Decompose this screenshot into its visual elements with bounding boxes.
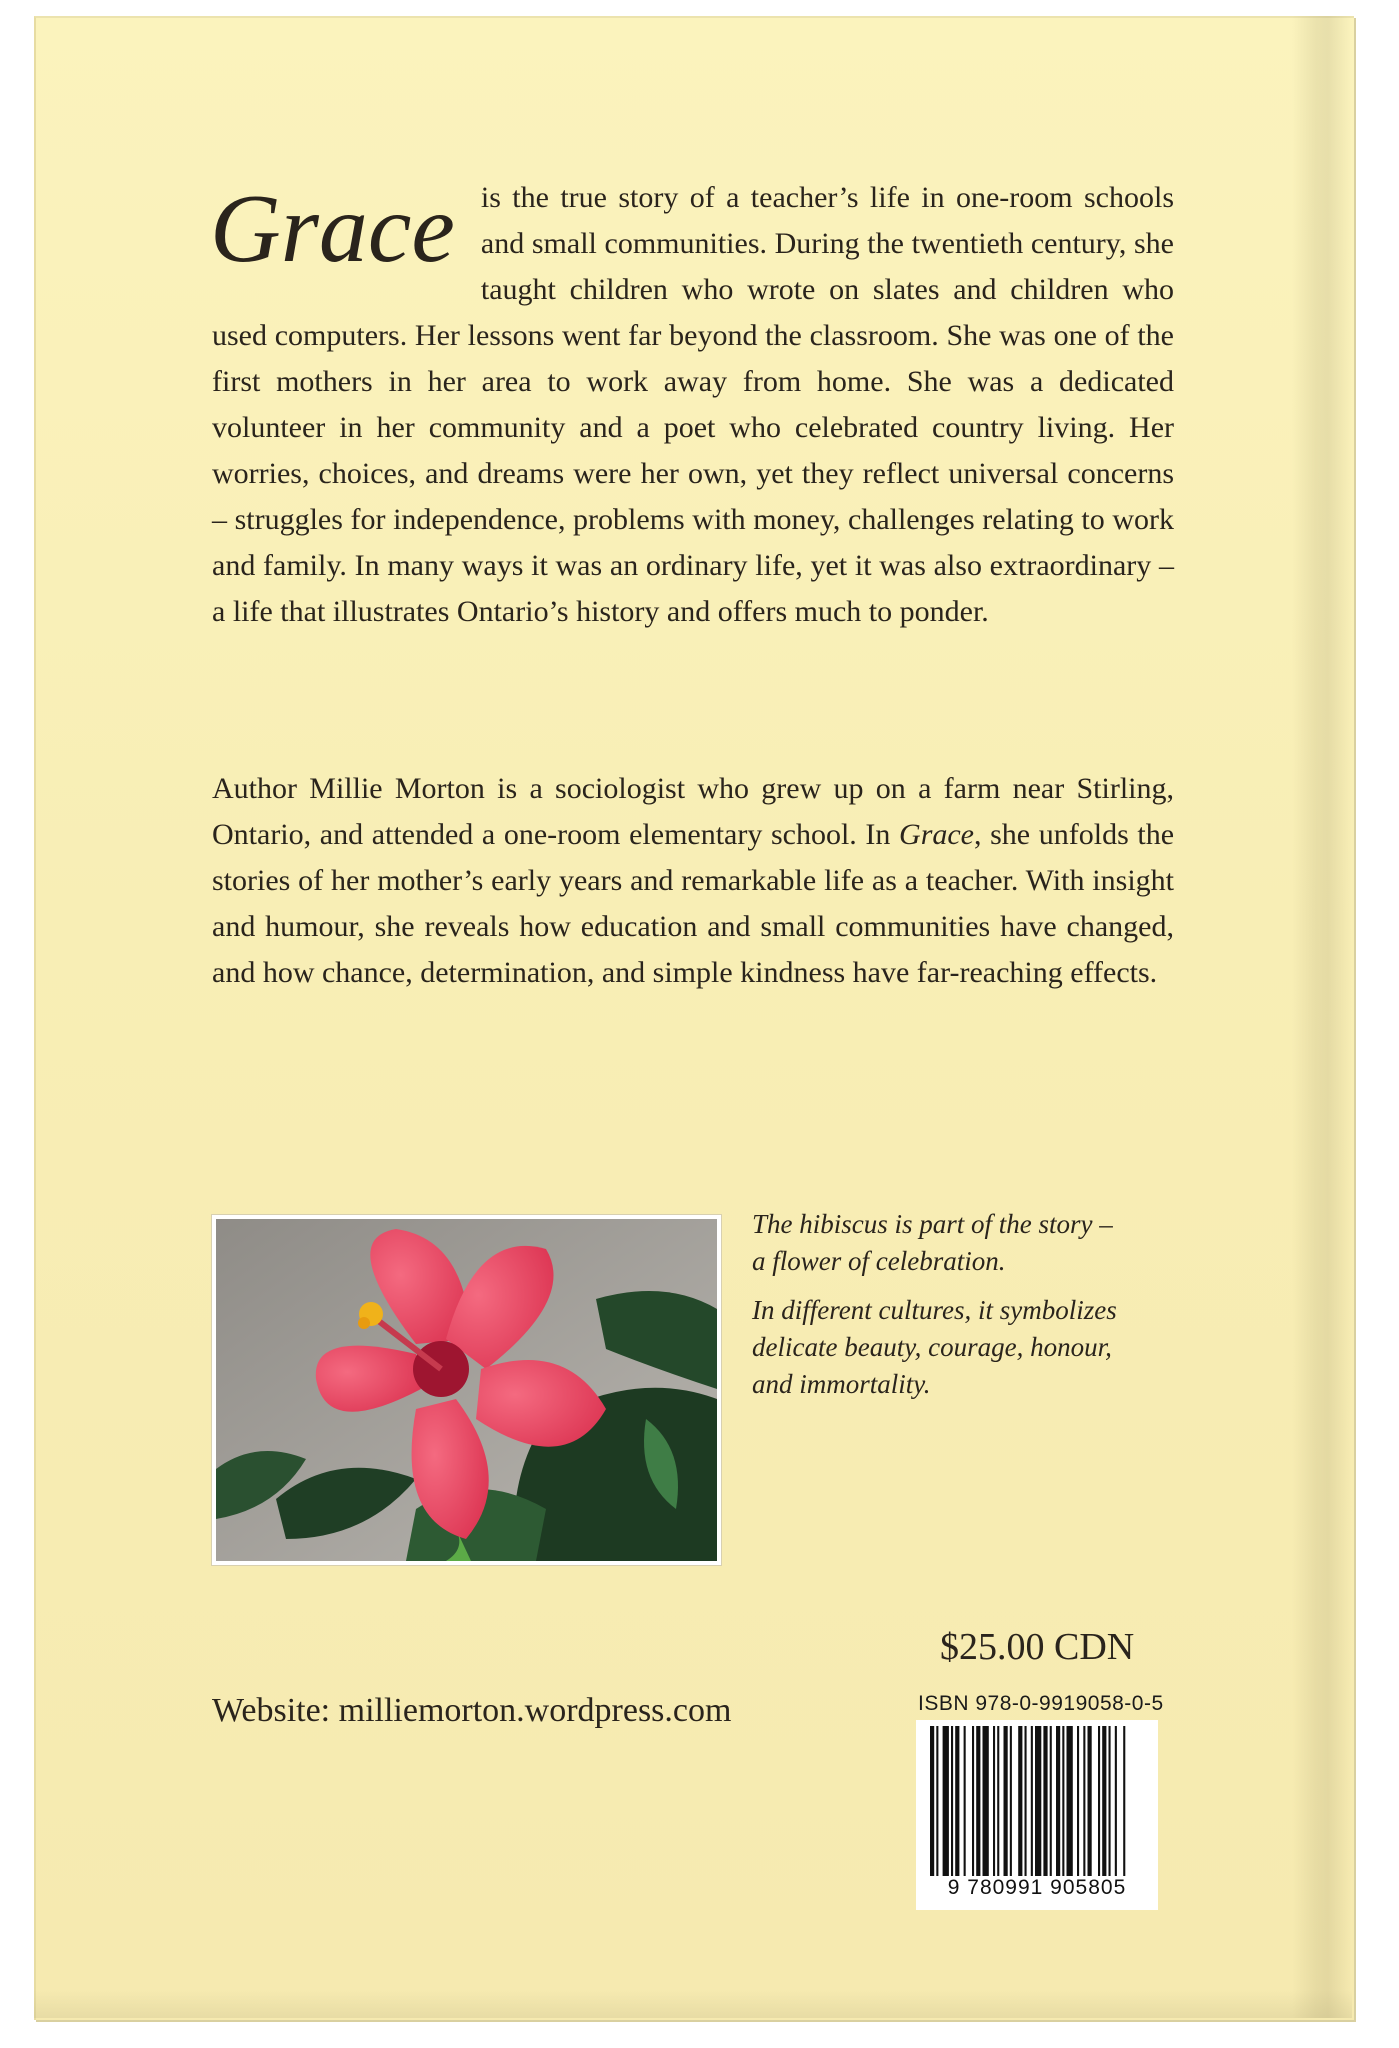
barcode-number: 9 780991 905805 [947,1876,1127,1899]
author-bio [212,766,1174,996]
caption-line-1: The hibiscus is part of the story – a flower of celebration. [752,1209,1113,1276]
author-bio-title: Grace [899,818,975,851]
spine-fold [1292,16,1352,2018]
author-bio-text-start: Author Millie Morton is a sociologist who grew up on a farm near Stirling, Ontario, and attended a one-room elementary school. In [212,772,1174,851]
bottom-edge [34,1990,1352,2018]
isbn-label: ISBN 978-0-9919058-0-5 [918,1692,1164,1715]
blurb-text: is the true story of a teacher’s life in one-room schools and small communities. During the twentieth century, she taught children who wrote on slates and children who used computers. Her lessons went far beyond the classroom. She was one of the first mothers in her area to work away from home. She was a dedicated volunteer in her community and a poet who celebrated country living. Her worries, choices, and dreams were her own, yet they reflect universal concerns – struggles for independence, problems with money, challenges relating to work and family. In many ways it was an ordinary life, yet it was also extraordinary – a life that illustrates Ontario’s history and offers much to ponder. [212,181,1174,628]
barcode-icon [916,1720,1158,1910]
hibiscus-photo-icon [212,1215,721,1565]
website-link[interactable]: Website: milliemorton.wordpress.com [212,1692,732,1729]
price: $25.00 CDN [940,1626,1135,1668]
author-bio-text-end: , she unfolds the stories of her mother’s early years and remarkable life as a teacher. With insight and humour, she reveals how education and small communities have changed, and how chance, determination, and simple kindness have far-reaching effects. [212,818,1175,989]
title-drop-word: Grace [210,175,455,283]
caption-line-2: In different cultures, it symbolizes delicate beauty, courage, honour, and immortality. [752,1295,1117,1399]
photo-caption [752,1206,1132,1415]
book-blurb [212,175,1174,635]
barcode-bars [930,1726,1144,1876]
hibiscus-image [216,1219,717,1561]
